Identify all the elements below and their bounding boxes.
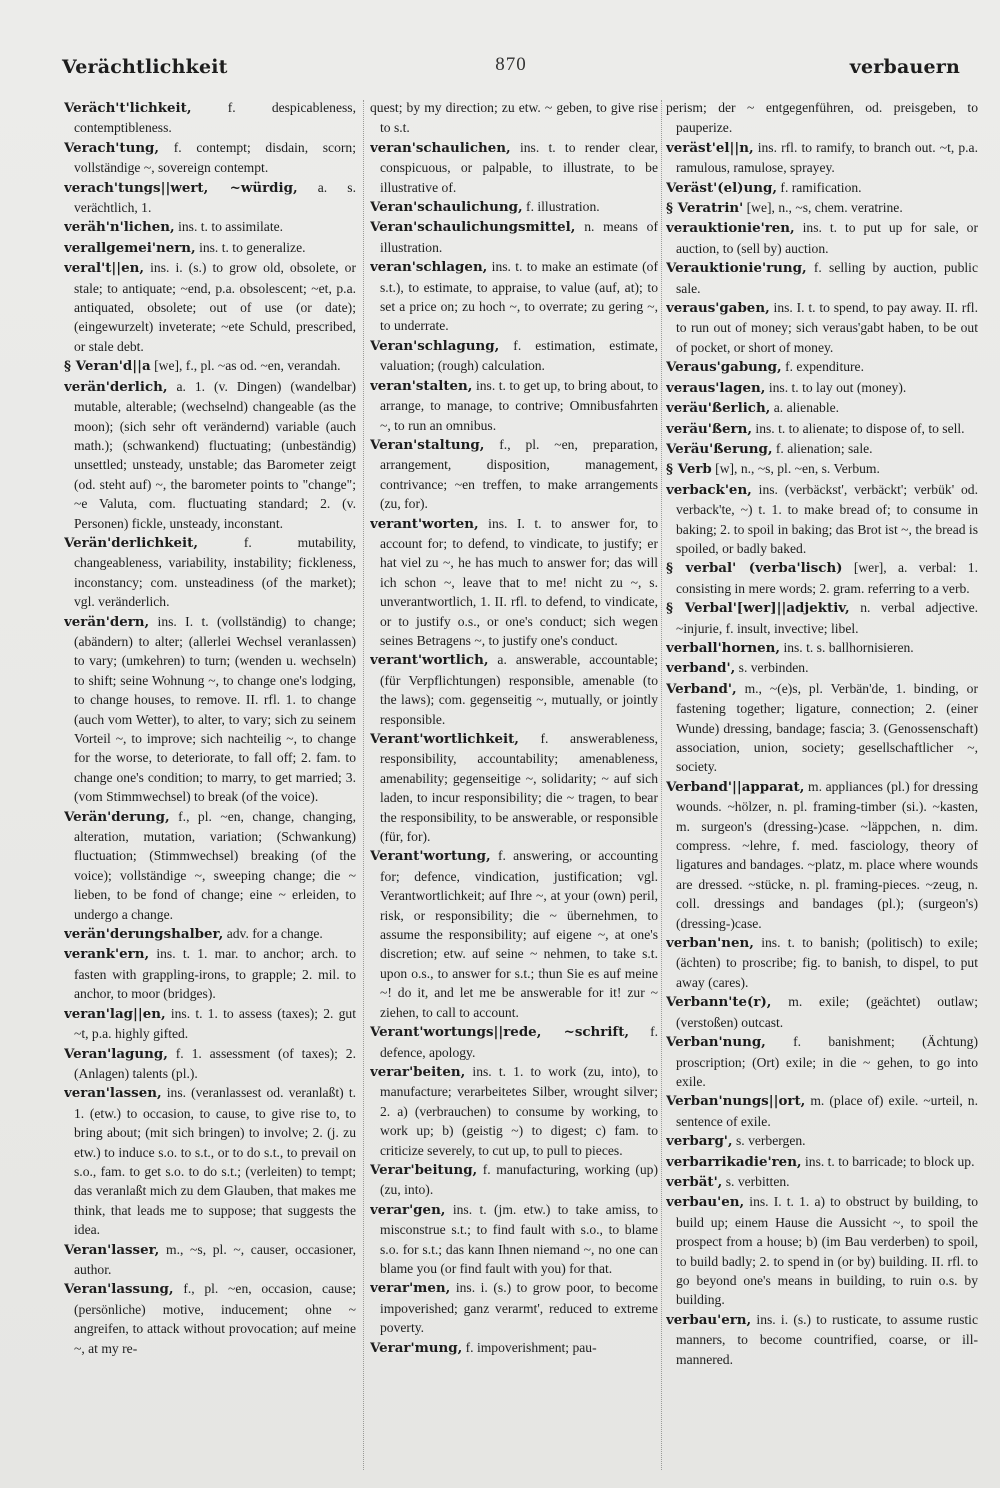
dictionary-entry [666,98,978,138]
entry-definition: ins. I. t. to spend, to pay away. II. rfl. to run out of money; sich veraus'gabt haben, to be out of pocket, or short of money. [676,300,978,355]
dictionary-entry [370,1062,658,1160]
entry-headword: veräst'el||n, [666,139,754,156]
dictionary-entry [64,944,356,1003]
entry-headword: veran'lassen, [64,1085,162,1102]
dictionary-entry [64,1240,356,1280]
entry-headword: verbau'en, [666,1194,745,1211]
dictionary-entry [370,336,658,376]
dictionary-entry [370,1338,658,1358]
entry-definition: a. alienable. [770,400,840,416]
dictionary-entry [666,298,978,357]
dictionary-entry [370,846,658,1022]
entry-headword: Veräch't'lichkeit, [64,100,192,116]
header-left-guide-word: Verächtlichkeit [62,56,228,78]
entry-headword: § Veran'd||a [64,358,151,375]
entry-definition: f. mutability, changeableness, variability, instability; fickleness, inconstancy; com. unsteadiness (of the market); vgl. veränderlich. [74,534,356,610]
dictionary-entry [370,257,658,336]
dictionary-entry [666,558,978,598]
entry-headword: Verban'nungs||ort, [666,1093,806,1110]
entry-headword: veran'schaulichen, [370,139,511,156]
entry-definition: s. verbergen. [732,1133,806,1149]
dictionary-entry [370,435,658,514]
entry-headword: verbät', [666,1173,723,1190]
entry-headword: Verant'wortungs||rede, ~schrift, [370,1024,630,1041]
entry-definition: a. 1. (v. Dingen) (wandelbar) mutable, alterable; (wechselnd) changeable (as the moon); (sich sehr oft verändernd) variable (auch math.); (schwankend) fluctuating; (unbeständig) unsettled; unsteady, unstable; das Barometer zeigt (od. steht auf) ~, the barometer points to "change"; ~e Valuta, com. fluctuating standard; 2. (v. Personen) fickle, unsteady, inconstant. [74,378,356,531]
entry-headword: Verauktionie'rung, [666,260,807,277]
entry-headword: verank'ern, [64,946,150,963]
page-number: 870 [495,54,527,75]
entry-headword: Verach'tung, [64,139,160,156]
dictionary-column-1 [64,98,356,1468]
entry-headword: verar'men, [370,1280,451,1297]
dictionary-entry [666,1032,978,1091]
entry-definition: m., ~s, pl. ~, causer, occasioner, author. [74,1241,356,1277]
dictionary-entry [666,1131,978,1151]
dictionary-entry [64,238,356,258]
dictionary-entry [64,178,356,218]
entry-definition: adv. for a change. [223,926,323,942]
entry-definition: ins. t. (jm. etw.) to take amiss, to misconstrue s.t.; to find fault with s.o., to blame s.o. for s.t.; das kann Ihnen niemand ~, no one can blame you (or find fault with you) for that. [380,1201,658,1276]
entry-headword: Verän'derung, [64,808,170,825]
dictionary-entry [370,650,658,729]
entry-definition: n. verbal adjective. ~injurie, f. insult, invective; libel. [676,600,978,636]
header-right-guide-word: verbauern [849,56,960,78]
entry-headword: verallgemei'nern, [64,239,196,256]
entry-definition: a. s. verächtlich, 1. [74,179,356,216]
dictionary-entry [370,1160,658,1200]
dictionary-entry [666,658,978,678]
entry-headword: verban'nen, [666,935,754,952]
entry-headword: verbarg', [666,1133,733,1150]
entry-definition: ins. t. to generalize. [195,239,306,255]
entry-definition: quest; by my direction; zu etw. ~ geben, to give rise to s.t. [370,100,658,136]
entry-definition: m., ~(e)s, pl. Verbän'de, 1. binding, or fastening together; ligature, connection; 2. (einer Wunde) dressing, bandage; fascia; 3. (Genossenschaft) association, union, society; gesellschaftlicher ~, society. [676,680,978,775]
entry-definition: s. verbinden. [735,660,809,676]
dictionary-entry [666,419,978,439]
entry-definition: m. appliances (pl.) for dressing wounds. ~hölzer, n. pl. framing-timber (si.). ~kasten, m. surgeon's (dressing-)case. ~läppchen, n. dim. compress. ~lehre, f. med. fasciology, theory of ligatures and bandages. ~platz, m. place where wounds are dressed. ~stücke, n. pl. framing-pieces. ~zeug, n. coll. dressings and bandages (pl.); (surgeon's) (dressing-)case. [676,778,978,931]
entry-headword: veräu'ßerlich, [666,400,771,417]
entry-definition: n. means of illustration. [380,219,658,255]
entry-headword: Verar'beitung, [370,1161,478,1178]
entry-headword: verän'derlich, [64,378,168,395]
dictionary-column-3 [666,98,978,1468]
entry-headword: veran'lag||en, [64,1005,166,1022]
dictionary-entry [666,638,978,658]
entry-definition: ins. t. 1. to work (zu, into), to manufacture; verarbeitetes Silber, wrought silver; 2. a) (verbrauchen) to consume by working, to work up; b) (geistig ~) to digest; c) fam. to criticize severely, to cut up, to pull to pieces. [380,1063,658,1158]
dictionary-entry [666,1172,978,1192]
dictionary-entry [666,198,978,218]
column-divider [363,100,365,1470]
entry-definition: f. estimation, estimate, valuation; (rough) calculation. [380,337,658,374]
dictionary-entry [666,218,978,258]
dictionary-entry [666,598,978,638]
entry-headword: Veräst'(el)ung, [666,179,778,196]
entry-headword: Verant'wortlichkeit, [370,731,519,747]
entry-definition: ins. t. to barricade; to block up. [801,1153,975,1169]
dictionary-entry [370,138,658,197]
entry-definition: m. (place of) exile. ~urteil, n. sentence of exile. [676,1093,978,1129]
entry-definition: ins. i. (s.) to grow old, obsolete, or stale; to antiquate; ~end, p.a. obsolescent; ~et, p.a. antiquated, obsolete; out of use (or date); (eingewurzelt) inveterate; ~ete Schuld, prescribed, or stale debt. [74,260,356,354]
entry-definition: f. answering, or accounting for; defence, vindication, justification; vgl. Verantwortlichkeit; auf Ihre ~, at your (own) peril, risk, or responsibility; die ~ übernehmen, to assume the responsibility; auf eigene ~, at one's discretion; etw. auf seine ~ nehmen, to take s.t. upon o.s., to answer for s.t.; thun Sie es auf meine ~! do it, and let me be answerable for it! zur ~ ziehen, to call to account. [380,848,658,1020]
entry-definition: f. impoverishment; pau- [462,1339,597,1355]
entry-definition: s. verbitten. [722,1173,790,1189]
entry-definition: ins. i. (s.) to grow poor, to become impoverished; ganz verarmt', reduced to extreme poverty. [380,1280,658,1336]
entry-headword: § Verb [666,461,712,478]
entry-definition: [we], n., ~s, chem. veratrine. [743,200,903,216]
entry-headword: Verban'nung, [666,1034,766,1051]
entry-headword: Veräu'ßerung, [666,440,773,457]
dictionary-entry [64,533,356,612]
entry-headword: verant'wortlich, [370,652,489,669]
entry-definition: ins. I. t. 1. a) to obstruct by building, to build up; einem Hause die Aussicht ~, to spoil the prospect from a house; b) (im Bau verderben) to spoil, to build badly; 2. to spend in (or by) building. II. rfl. to go beyond one's means in building, to ruin o.s. by building. [676,1194,978,1308]
dictionary-entry [370,729,658,846]
entry-definition: f. contempt; disdain, scorn; vollständige ~, sovereign contempt. [74,139,356,176]
entry-headword: verband', [666,660,736,677]
dictionary-entry [370,1022,658,1062]
entry-headword: veran'schlagen, [370,259,488,276]
entry-definition: f. ramification. [777,179,862,195]
entry-definition: ins. i. (s.) to rusticate, to assume rustic manners, to become countrified, coarse, or ill-mannered. [676,1311,978,1367]
entry-definition: f. illustration. [522,199,600,215]
dictionary-entry [64,1044,356,1084]
entry-definition: ins. t. to banish; (politisch) to exile; (ächten) to proscribe; fig. to banish, to dispel, to put away (cares). [676,935,978,990]
entry-headword: verän'derungshalber, [64,926,224,943]
entry-headword: verauktionie'ren, [666,220,795,237]
dictionary-entry [370,1200,658,1279]
entry-headword: verbarrikadie'ren, [666,1153,802,1170]
entry-headword: verän'dern, [64,613,150,630]
dictionary-column-2 [370,98,658,1468]
entry-headword: Veran'lagung, [64,1045,168,1062]
entry-headword: Verant'wortung, [370,848,491,865]
entry-definition: ins. t. 1. to assess (taxes); 2. gut ~t, p.a. highly gifted. [74,1005,356,1042]
dictionary-entry [64,258,356,356]
dictionary-entry [666,480,978,559]
entry-headword: Veran'schaulichung, [370,199,523,216]
dictionary-entry [666,1310,978,1369]
dictionary-entry [666,398,978,418]
entry-definition: [we], f., pl. ~as od. ~en, verandah. [150,358,341,374]
entry-definition: f. manufacturing, working (up) (zu, into). [380,1161,658,1198]
entry-definition: ins. t. to alienate; to dispose of, to sell. [752,420,965,436]
entry-headword: § Verbal'[wer]||adjektiv, [666,600,850,617]
dictionary-entry [64,217,356,237]
dictionary-entry [666,933,978,992]
entry-definition: ins. (veranlassest od. veranlaßt) t. 1. (etw.) to occasion, to cause, to give rise to, to bring about; (mit sich bringen) to involve; 2. (j. zu etw.) to induce s.o. to s.t., or to do s.t., to prevail on s.o., fam. to get s.o. to do s.t.; (verleiten) to tempt; das veranlaßt mich zu dem Glauben, that makes me think, that leads me to suppose; that suggests the idea. [74,1085,356,1238]
entry-headword: Verar'mung, [370,1339,463,1356]
dictionary-entry [370,376,658,435]
dictionary-entry [666,138,978,178]
entry-definition: ins. t. to render clear, conspicuous, or palpable, to illustrate, to be illustrative of. [380,139,658,195]
dictionary-entry [666,777,978,933]
entry-headword: Veran'schaulichungsmittel, [370,219,576,236]
dictionary-entry [64,807,356,924]
dictionary-entry [666,1152,978,1172]
entry-headword: verant'worten, [370,515,479,532]
entry-definition: [wer], a. verbal: 1. consisting in mere words; 2. gram. referring to a verb. [676,560,978,596]
dictionary-entry [64,1083,356,1239]
entry-headword: verbau'ern, [666,1311,752,1328]
dictionary-entry [64,356,356,376]
entry-headword: Veran'schlagung, [370,337,500,354]
entry-headword: § verbal' (verba'lisch) [666,560,843,577]
entry-definition: ins. I. t. to answer for, to account for; to defend, to vindicate, to justify; er hat viel zu ~, he has much to answer for; das will ich schon ~, leave that to me! nicht zu ~, s. unverantwortlich, 1. II. rfl. to defend, to vindicate, or to justify o.s., or one's conduct; sich wegen seines Betragens ~, to justify one's conduct. [380,515,658,648]
dictionary-entry [666,357,978,377]
entry-headword: Veran'lassung, [64,1281,174,1298]
dictionary-entry [666,679,978,777]
entry-definition: ins. t. to get up, to bring about, to arrange, to manage, to contrive; Omnibusfahrten ~, to run an omnibus. [380,377,658,433]
entry-definition: f. 1. assessment (of taxes); 2. (Anlagen) talents (pl.). [74,1045,356,1081]
entry-definition: ins. rfl. to ramify, to branch out. ~t, p.a. ramulous, ramulose, sprayey. [676,139,978,176]
dictionary-entry [64,377,356,533]
dictionary-entry [666,1091,978,1131]
entry-definition: f. answerableness, responsibility, accountability; amenableness, amenability; gegenseitige ~, solidarity; ~ auf sich laden, to incur responsibility; die ~ tragen, to bear the responsibility, to be answerable, or responsible (für, for). [380,731,658,845]
entry-definition: ins. t. to make an estimate (of s.t.), to estimate, to appraise, to value (auf, at); to set a price on; zu hoch ~, to overrate; zu gering ~, to underrate. [380,259,658,334]
dictionary-entry [666,378,978,398]
entry-headword: Veran'lasser, [64,1241,160,1258]
dictionary-entry [666,439,978,459]
entry-definition: m. exile; (geächtet) outlaw; (verstoßen) outcast. [676,994,978,1030]
entry-definition: f. despicableness, contemptibleness. [74,100,356,136]
entry-definition: ins. I. t. (vollständig) to change; (abändern) to alter; (allerlei Wechsel veranlassen) to vary; (umkehren) to turn; (wenden u. wechseln) to shift; seine Wohnung ~, to change one's lodging, to change houses, to remove. II. rfl. 1. to change (auch vom Wetter), to alter, to vary; sich zu seinem Vorteil ~, to improve; sich nachteilig ~, to change for the worse, to deteriorate, to fall off; 2. fam. to change one's condition; to marry, to get married; 3. (vom Stimmwechsel) to break (of the voice). [74,613,356,805]
entry-headword: veraus'lagen, [666,379,766,396]
entry-definition: ins. t. s. ballhornisieren. [780,639,914,655]
entry-headword: Veran'staltung, [370,436,485,453]
entry-definition: ins. t. to assimilate. [174,219,284,235]
entry-definition: ins. t. 1. mar. to anchor; arch. to fasten with grappling-irons, to grapple; 2. mil. to anchor, to moor (bridges). [74,946,356,1002]
dictionary-entry [666,459,978,479]
dictionary-entry [666,258,978,298]
entry-definition: perism; der ~ entgegenführen, od. preisgeben, to pauperize. [666,100,978,136]
entry-headword: Verbann'te(r), [666,994,772,1011]
entry-definition: f., pl. ~en, occasion, cause; (persönliche) motive, inducement; ohne ~ angreifen, to attack without provocation; auf meine ~, at my re- [74,1281,356,1356]
entry-definition: a. answerable, accountable; (für Verpflichtungen) responsible, amenable (to the laws); com. gegenseitig ~, mutually, or jointly responsible. [380,652,658,727]
entry-definition: f. banishment; (Ächtung) proscription; (Ort) exile; in die ~ gehen, to go into exile. [676,1034,978,1089]
dictionary-entry [666,178,978,198]
dictionary-entry [64,138,356,178]
entry-headword: verar'gen, [370,1201,446,1218]
entry-definition: ins. t. to lay out (money). [765,379,907,395]
dictionary-entry [64,98,356,138]
entry-headword: veraus'gaben, [666,300,770,317]
dictionary-entry [370,1278,658,1337]
dictionary-entry [370,217,658,257]
dictionary-entry [370,514,658,651]
entry-headword: Veraus'gabung, [666,359,782,376]
entry-headword: verar'beiten, [370,1063,466,1080]
dictionary-entry [64,924,356,944]
entry-headword: Verband', [666,680,737,697]
entry-definition: f. expenditure. [781,359,864,375]
entry-definition: [w], n., ~s, pl. ~en, s. Verbum. [711,461,880,477]
dictionary-entry [64,1004,356,1044]
entry-definition: f. defence, apology. [380,1024,658,1060]
entry-headword: veral't||en, [64,260,145,277]
dictionary-entry [666,1192,978,1309]
dictionary-entry [666,992,978,1032]
page-header [62,52,960,82]
entry-headword: Verän'derlichkeit, [64,534,198,551]
entry-definition: f. alienation; sale. [772,440,873,456]
column-divider [661,100,663,1470]
entry-headword: verback'en, [666,481,752,498]
entry-headword: § Veratrin' [666,200,744,217]
entry-headword: Verband'||apparat, [666,778,805,795]
entry-definition: f., pl. ~en, change, changing, alteration, mutation, variation; (Schwankung) fluctuation; (Stimmwechsel) breaking (of the voice); vollständige ~, sweeping change; die ~ lieben, to be fond of change; eine ~ erleiden, to undergo a change. [74,808,356,922]
entry-definition: ins. t. to put up for sale, or auction, to (sell by) auction. [676,220,978,256]
entry-definition: ins. (verbäckst', verbäckt'; verbük' od. verback'te, ~) t. 1. to make bread of; to consume in baking; 2. to spoil in baking; das Brot ist ~, the bread is spoiled, or badly baked. [676,481,978,556]
entry-definition: f. selling by auction, public sale. [676,260,978,296]
entry-headword: verach'tungs||wert, ~würdig, [64,179,298,196]
dictionary-entry [370,197,658,217]
entry-headword: verball'hornen, [666,639,781,656]
entry-definition: f., pl. ~en, preparation, arrangement, disposition, management, contrivance; ~en treffen, to make arrangements (zu, for). [380,436,658,512]
entry-headword: veräu'ßern, [666,420,753,437]
dictionary-entry [370,98,658,138]
entry-headword: veran'stalten, [370,377,473,394]
entry-headword: veräh'n'lichen, [64,219,175,236]
dictionary-entry [64,612,356,807]
dictionary-entry [64,1279,356,1358]
